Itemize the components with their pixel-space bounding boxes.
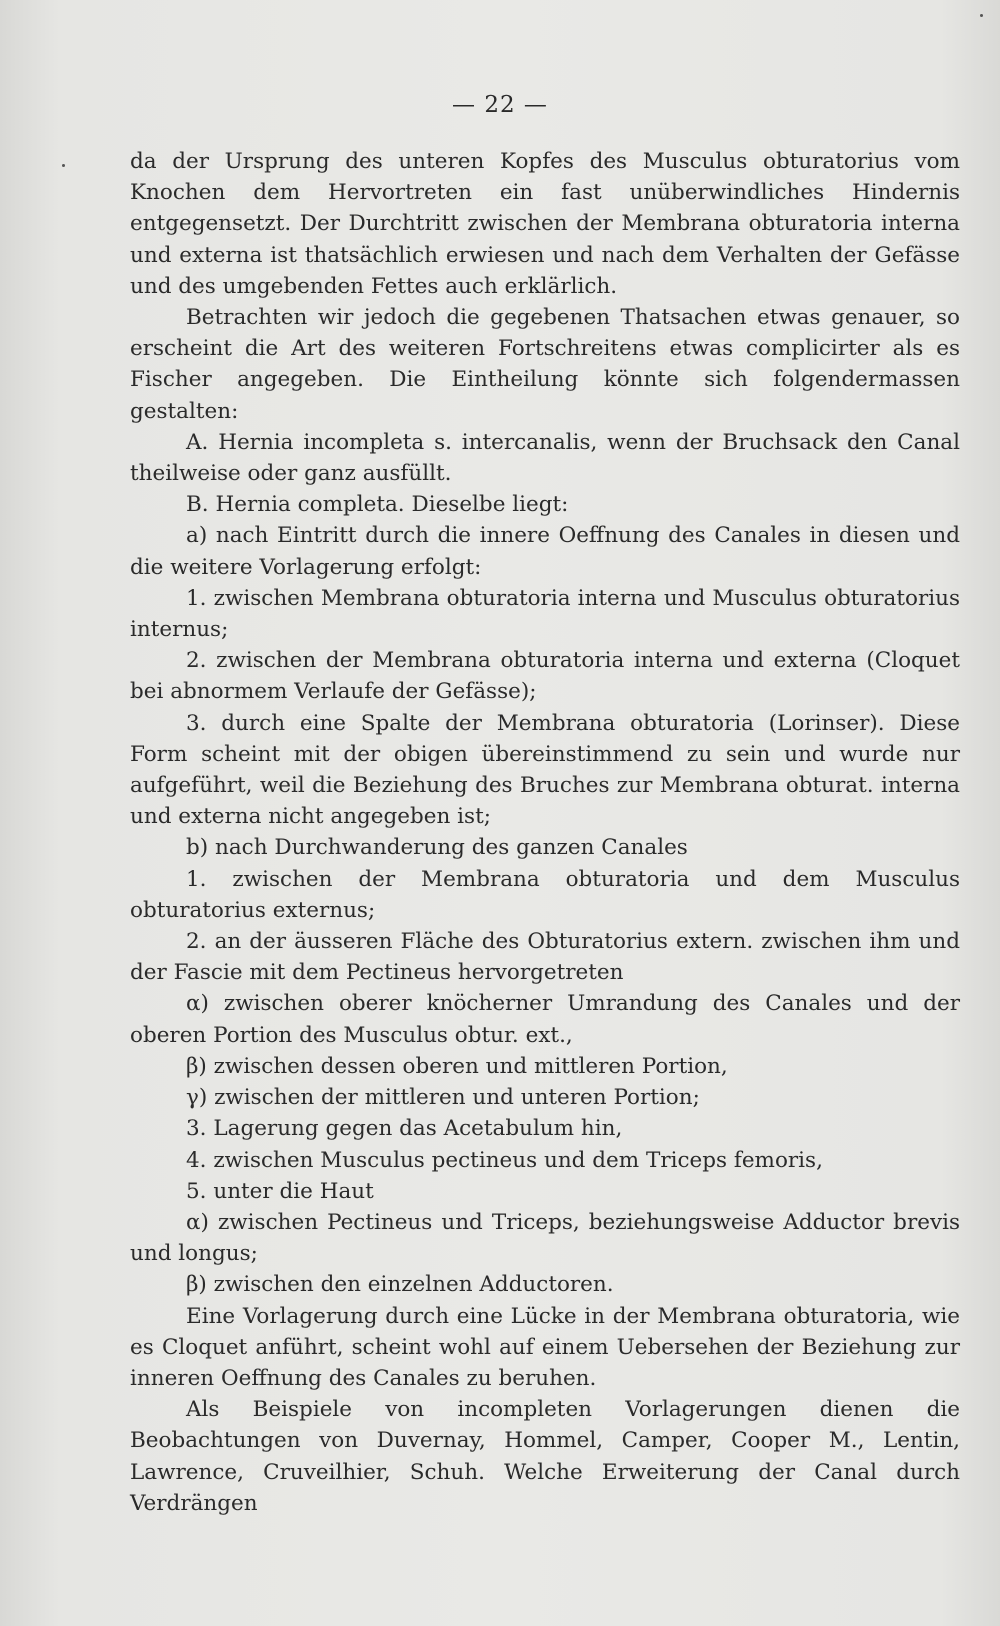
list-item: 3. durch eine Spalte der Membrana obturatoria (Lorinser). Diese Form scheint mit der obigen übereinstimmend zu sein und wurde nur aufgeführt, weil die Beziehung des Bruches zur Membrana obturat. interna und externa nicht angegeben ist; bbox=[130, 710, 960, 830]
list-item: 1. zwischen der Membrana obturatoria und dem Musculus obturatorius externus; bbox=[130, 866, 960, 923]
list-item: 1. zwischen Membrana obturatoria interna und Musculus obturatorius internus; bbox=[130, 585, 960, 643]
paragraph: Eine Vorlagerung durch eine Lücke in der Membrana obturatoria, wie es Cloquet anführt, scheint wohl auf einem Uebersehen der Beziehung zur inneren Oeffnung des Canales zu beruhen. bbox=[130, 1303, 960, 1391]
list-item: γ) zwischen der mittleren und unteren Portion; bbox=[186, 1085, 700, 1111]
list-item: β) zwischen den einzelnen Adductoren. bbox=[186, 1272, 614, 1298]
paragraph: da der Ursprung des unteren Kopfes des Musculus obturatorius vom Knochen dem Hervortreten ein fast unüberwindliches Hindernis entgegensetzt. Der Durchtritt zwischen der Membrana obturatoria interna und externa ist thatsächlich erwiesen und nach dem Verhalten der Gefässe und des umgebenden Fettes auch erklärlich. bbox=[130, 149, 960, 299]
list-item: α) zwischen oberer knöcherner Umrandung des Canales und der oberen Portion des Musculus obtur. ext., bbox=[130, 991, 960, 1048]
list-item: β) zwischen dessen oberen und mittleren Portion, bbox=[186, 1053, 728, 1079]
page-number: — 22 — bbox=[452, 92, 548, 118]
list-item: A. Hernia incompleta s. intercanalis, wenn der Bruchsack den Canal theilweise oder ganz ausfüllt. bbox=[130, 429, 960, 487]
list-item: 3. Lagerung gegen das Acetabulum hin, bbox=[186, 1116, 623, 1142]
list-item: 2. an der äusseren Fläche des Obturatorius extern. zwischen ihm und der Fascie mit dem Pectineus hervorgetreten bbox=[130, 929, 960, 986]
list-item: 4. zwischen Musculus pectineus und dem Triceps femoris, bbox=[186, 1147, 823, 1173]
list-item: B. Hernia completa. Dieselbe liegt: bbox=[186, 492, 569, 518]
list-item: 5. unter die Haut bbox=[186, 1178, 374, 1204]
paper-speck bbox=[62, 164, 65, 167]
paragraph: Als Beispiele von incompleten Vorlagerungen dienen die Beobachtungen von Duvernay, Hommel, Camper, Cooper M., Lentin, Lawrence, Cruveilhier, Schuh. Welche Erweiterung der Canal durch Verdrängen bbox=[130, 1397, 960, 1516]
list-item: 2. zwischen der Membrana obturatoria interna und externa (Cloquet bei abnormem Verlaufe der Gefässe); bbox=[130, 648, 960, 705]
list-item: a) nach Eintritt durch die innere Oeffnung des Canales in diesen und die weitere Vorlagerung erfolgt: bbox=[130, 523, 960, 580]
paragraph: Betrachten wir jedoch die gegebenen Thatsachen etwas genauer, so erscheint die Art des weiteren Fortschreitens etwas complicirter als es Fischer angegeben. Die Eintheilung könnte sich folgendermassen gestalten: bbox=[130, 305, 960, 424]
list-item: α) zwischen Pectineus und Triceps, beziehungsweise Adductor brevis und longus; bbox=[130, 1209, 960, 1267]
paper-speck bbox=[980, 14, 983, 17]
body-text bbox=[130, 146, 960, 1519]
list-item: b) nach Durchwanderung des ganzen Canales bbox=[186, 835, 688, 861]
